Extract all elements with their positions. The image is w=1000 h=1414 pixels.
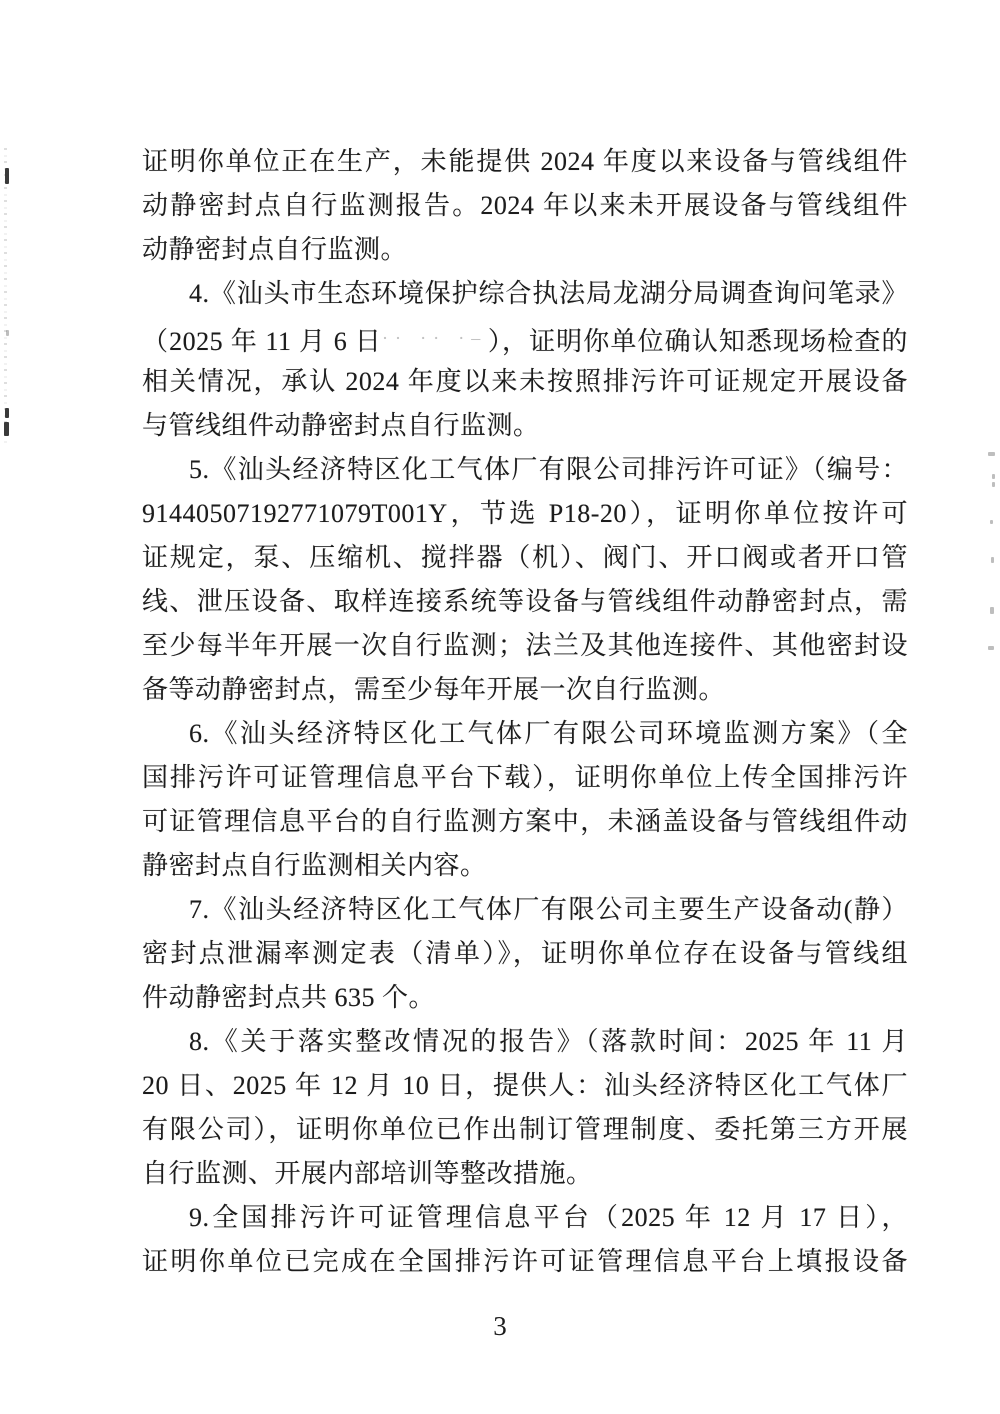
text-line: 与管线组件动静密封点自行监测。: [142, 411, 540, 440]
scan-artifact-speck: [5, 408, 9, 418]
page-number: 3: [493, 1311, 507, 1341]
text-line: 91440507192771079T001Y，节选 P18-20），证明你单位按许可: [142, 499, 908, 528]
scan-artifact-speck: [5, 168, 9, 184]
text-line: 线、泄压设备、取样连接系统等设备与管线组件动静密封点，需: [142, 587, 908, 616]
text-line: 有限公司），证明你单位已作出制订管理制度、委托第三方开展: [142, 1115, 908, 1144]
text-line-item-7: 7.《汕头经济特区化工气体厂有限公司主要生产设备动(静）: [189, 895, 908, 924]
text-line-item-8: 8.《关于落实整改情况的报告》（落款时间：2025 年 11 月: [189, 1027, 908, 1056]
text-line: 动静密封点自行监测报告。2024 年以来未开展设备与管线组件: [142, 191, 908, 220]
scan-artifact-speck: [4, 422, 9, 436]
text-line: 动静密封点自行监测。: [142, 235, 408, 264]
text-segment: （2025 年 11 月 6 日: [142, 327, 383, 356]
text-line: 至少每半年开展一次自行监测；法兰及其他连接件、其他密封设: [142, 631, 908, 660]
text-line-item-5: 5.《汕头经济特区化工气体厂有限公司排污许可证》（编号：: [189, 455, 908, 484]
text-line: 静密封点自行监测相关内容。: [142, 851, 487, 880]
text-line: 可证管理信息平台的自行监测方案中，未涵盖设备与管线组件动: [142, 807, 908, 836]
text-line: [142, 316, 908, 360]
text-line: 密封点泄漏率测定表（清单）》，证明你单位存在设备与管线组: [142, 939, 908, 968]
text-line-item-6: 6.《汕头经济特区化工气体厂有限公司环境监测方案》（全: [189, 719, 908, 748]
scan-artifact-speck: [991, 557, 994, 563]
text-line: 证明你单位已完成在全国排污许可证管理信息平台上填报设备: [142, 1247, 908, 1276]
text-line: 自行监测、开展内部培训等整改措施。: [142, 1159, 593, 1188]
text-segment: ），证明你单位确认知悉现场检查的: [487, 327, 908, 356]
document-text-block: [142, 140, 908, 1284]
scan-artifact-left-edge-strip: [4, 148, 7, 443]
scan-artifact-speck: [988, 452, 995, 456]
faded-ink-smudge: ·· ·· ·–: [382, 328, 488, 348]
text-line: 国排污许可证管理信息平台下载），证明你单位上传全国排污许: [142, 763, 908, 792]
text-line-item-4: 4.《汕头市生态环境保护综合执法局龙湖分局调查询问笔录》: [189, 279, 908, 308]
text-line: 证规定，泵、压缩机、搅拌器（机）、阀门、开口阀或者开口管: [142, 543, 908, 572]
scan-artifact-speck: [988, 646, 994, 650]
scan-artifact-speck: [6, 330, 9, 336]
scan-artifact-speck: [990, 520, 993, 524]
text-line: 备等动静密封点，需至少每年开展一次自行监测。: [142, 675, 726, 704]
text-line: 件动静密封点共 635 个。: [142, 983, 436, 1012]
text-line: 相关情况，承认 2024 年度以来未按照排污许可证规定开展设备: [142, 367, 908, 396]
text-line: 证明你单位正在生产，未能提供 2024 年度以来设备与管线组件: [142, 147, 908, 176]
text-line: 20 日、2025 年 12 月 10 日，提供人：汕头经济特区化工气体厂: [142, 1071, 908, 1100]
scan-artifact-speck: [992, 474, 995, 479]
scan-artifact-speck: [990, 607, 994, 614]
scan-artifact-speck: [992, 482, 995, 487]
text-line-item-9: 9.全国排污许可证管理信息平台（2025 年 12 月 17 日），: [189, 1203, 908, 1232]
